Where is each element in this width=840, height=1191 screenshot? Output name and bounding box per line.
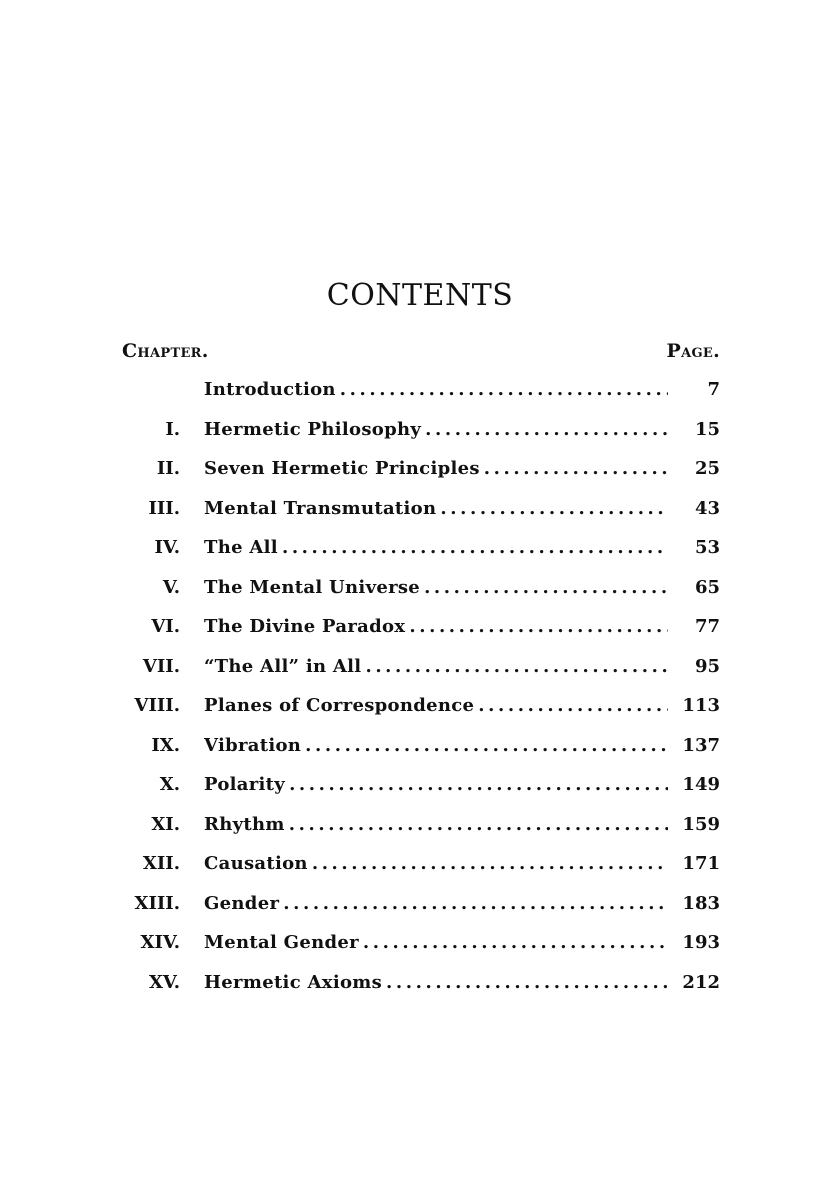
page-number: 7 [707, 379, 720, 401]
toc-entry [110, 923, 720, 963]
toc-entry [110, 449, 720, 489]
toc-entry [110, 410, 720, 450]
chapter-title-line [204, 972, 668, 993]
page-number: 25 [694, 458, 720, 480]
chapter-title-line [204, 932, 668, 953]
chapter-title: The All [204, 537, 278, 559]
chapter-number: VIII. [134, 695, 180, 717]
page-number: 43 [694, 497, 720, 519]
chapter-title: Causation [204, 853, 308, 875]
chapter-number: IX. [151, 734, 180, 756]
chapter-title: Hermetic Philosophy [204, 418, 422, 440]
page-title: CONTENTS [326, 278, 514, 313]
chapter-title-line [204, 853, 668, 874]
page-number: 95 [694, 655, 720, 677]
chapter-title: Gender [204, 892, 280, 914]
chapter-title: Hermetic Axioms [204, 971, 383, 993]
dot-leader [424, 577, 668, 598]
chapter-number: VII. [142, 655, 180, 677]
chapter-number: IV. [154, 537, 180, 559]
chapter-title-line [204, 458, 668, 479]
dot-leader [312, 853, 668, 874]
dot-leader [305, 735, 668, 756]
chapter-title-line [204, 537, 668, 558]
page-number: 159 [682, 813, 720, 835]
toc-entry [110, 805, 720, 845]
dot-leader [340, 379, 668, 400]
dot-leader [365, 656, 668, 677]
chapter-title-line [204, 814, 668, 835]
dot-leader [478, 695, 668, 716]
chapter-number: V. [162, 576, 180, 598]
dot-leader [409, 616, 668, 637]
chapter-title-line [204, 695, 668, 716]
chapter-number: VI. [151, 616, 180, 638]
toc-entry [110, 647, 720, 687]
toc-entry [110, 844, 720, 884]
toc-entry [110, 726, 720, 766]
dot-leader [289, 814, 668, 835]
chapter-number: XIII. [134, 892, 180, 914]
chapter-title: Mental Transmutation [204, 497, 437, 519]
chapter-title: Vibration [204, 734, 302, 756]
toc-entry [110, 686, 720, 726]
dot-leader [425, 419, 668, 440]
chapter-number: XI. [151, 813, 180, 835]
chapter-column-header: Chapter. [122, 340, 209, 362]
toc-entry [110, 963, 720, 1003]
toc-entry [110, 568, 720, 608]
page-number: 171 [682, 853, 720, 875]
chapter-title: Mental Gender [204, 932, 359, 954]
page-number: 53 [694, 537, 720, 559]
chapter-title: Polarity [204, 774, 286, 796]
dot-leader [386, 972, 668, 993]
chapter-title: Introduction [204, 379, 336, 401]
chapter-title-line [204, 616, 668, 637]
page-number: 212 [682, 971, 720, 993]
chapter-title-line [204, 498, 668, 519]
page-column-header: Page. [666, 340, 720, 362]
toc-entry [110, 765, 720, 805]
chapter-title-line [204, 379, 668, 400]
toc-entry [110, 607, 720, 647]
toc-entry [110, 884, 720, 924]
toc-entry [110, 489, 720, 529]
dot-leader [440, 498, 668, 519]
chapter-title-line [204, 656, 668, 677]
dot-leader [484, 458, 668, 479]
page-number: 15 [694, 418, 720, 440]
chapter-number: III. [148, 497, 180, 519]
chapter-title: Rhythm [204, 813, 285, 835]
chapter-title-line [204, 577, 668, 598]
chapter-title-line [204, 893, 668, 914]
chapter-title-line [204, 774, 668, 795]
chapter-number: X. [159, 774, 180, 796]
chapter-title: “The All” in All [204, 655, 362, 677]
chapter-title: Seven Hermetic Principles [204, 458, 480, 480]
toc-entry [110, 528, 720, 568]
dot-leader [282, 537, 668, 558]
dot-leader [363, 932, 668, 953]
chapter-number: II. [156, 458, 180, 480]
chapter-title-line [204, 735, 668, 756]
dot-leader [289, 774, 668, 795]
chapter-number: XV. [148, 971, 180, 993]
page-number: 65 [694, 576, 720, 598]
chapter-title-line [204, 419, 668, 440]
page-number: 193 [682, 932, 720, 954]
page-number: 149 [682, 774, 720, 796]
toc-entry [110, 370, 720, 410]
page-number: 77 [694, 616, 720, 638]
page-number: 113 [682, 695, 720, 717]
chapter-title: Planes of Correspondence [204, 695, 475, 717]
page-number: 183 [682, 892, 720, 914]
chapter-title: The Divine Paradox [204, 616, 406, 638]
dot-leader [283, 893, 668, 914]
chapter-title: The Mental Universe [204, 576, 421, 598]
page-number: 137 [682, 734, 720, 756]
table-of-contents [110, 370, 720, 1002]
chapter-number: XII. [142, 853, 180, 875]
chapter-number: XIV. [140, 932, 180, 954]
chapter-number: I. [165, 418, 180, 440]
